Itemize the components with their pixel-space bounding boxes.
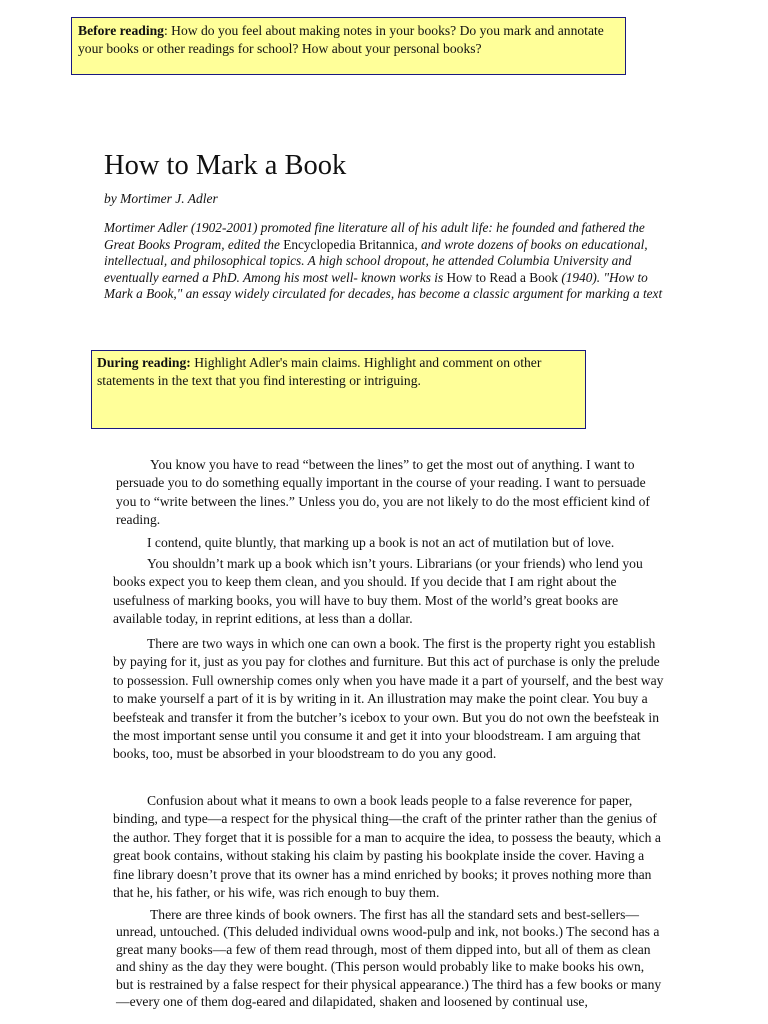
bio-text-1: Mortimer Adler (1902-2001) promoted fine literature all of his adult life: he founded and fathered the Great Books Program, edited the	[104, 220, 645, 252]
paragraph-1	[116, 456, 664, 530]
paragraph-5-text: Confusion about what it means to own a book leads people to a false reverence for paper, binding, and type—a respect for the physical thing—the craft of the printer rather than the genius of the author. They forget that it is possible for a man to acquire the idea, to possess the beauty, which a great book contains, without staking his claim by pasting his bookplate inside the cover. Having a fine library doesn’t prove that its owner has a mind enriched by books; it proves nothing more than that he, his father, or his wife, was rich enough to buy them.	[113, 793, 661, 901]
article-title: How to Mark a Book	[104, 150, 347, 181]
during-reading-text: Highlight Adler's main claims. Highlight and comment on other statements in the text that you find interesting or intriguing.	[97, 355, 542, 388]
paragraph-1-text: You know you have to read “between the lines” to get the most out of anything. I want to persuade you to do something equally important in the course of your reading. I want to persuade you to “write between the lines.” Unless you do, you are not likely to do the most efficient kind of reading.	[116, 457, 650, 528]
during-reading-box	[91, 350, 586, 429]
paragraph-6	[116, 906, 664, 1010]
before-reading-text: : How do you feel about making notes in your books? Do you mark and annotate your books or other readings for school? How about your personal books?	[78, 23, 604, 56]
bio-text-3: (1940). "How to Mark a Book," an essay widely circulated for decades, has become a classic argument for marking a text	[104, 269, 663, 301]
paragraph-4	[113, 635, 665, 764]
byline: by Mortimer J. Adler	[104, 191, 218, 206]
before-reading-label: Before reading	[78, 23, 164, 38]
paragraph-5	[113, 792, 665, 902]
during-reading-label: During reading:	[97, 355, 191, 370]
paragraph-4-text: There are two ways in which one can own a book. The first is the property right you establish by paying for it, just as you pay for clothes and furniture. But this act of purchase is only the prelude to possession. Full ownership comes only when you have made it a part of yourself, and the best way to make yourself a part of it is by writing in it. An illustration may make the point clear. You buy a beefsteak and transfer it from the butcher’s icebox to your own. But you do not own the beefsteak in the most important sense until you consume it and get it into your bloodstream. I am arguing that books, too, must be absorbed in your bloodstream to do you any good.	[113, 636, 664, 762]
paragraph-2	[113, 534, 665, 552]
before-reading-box	[71, 17, 626, 75]
paragraph-6-text: There are three kinds of book owners. The first has all the standard sets and best-sellers—unread, untouched. (This deluded individual owns wood-pulp and ink, not books.) The second has a great many books—a few of them read through, most of them dipped into, but all of them as clean and shiny as the day they were bought. (This person would probably like to make books his own, but is restrained by a false respect for their physical appearance.) The third has a few books or many—every one of them dog-eared and dilapidated, shaken and loosened by continual use,	[116, 907, 662, 1010]
bio-book-title: How to Read a Book	[446, 269, 559, 285]
bio-text-2: , and wrote dozens of books on educational, intellectual, and philosophical topics. A high school dropout, he attended Columbia University and eventually earned a PhD. Among his most well- known works is	[104, 236, 648, 285]
paragraph-3-text: You shouldn’t mark up a book which isn’t yours. Librarians (or your friends) who lend you books expect you to keep them clean, and you should. If you decide that I am right about the usefulness of marking books, you will have to buy them. Most of the world’s great books are available today, in reprint editions, at less than a dollar.	[113, 556, 643, 627]
author-bio	[104, 220, 664, 303]
paragraph-3	[113, 555, 665, 629]
bio-encyclopedia-title: Encyclopedia Britannica	[283, 236, 415, 252]
paragraph-2-text: I contend, quite bluntly, that marking up a book is not an act of mutilation but of love.	[147, 535, 615, 550]
